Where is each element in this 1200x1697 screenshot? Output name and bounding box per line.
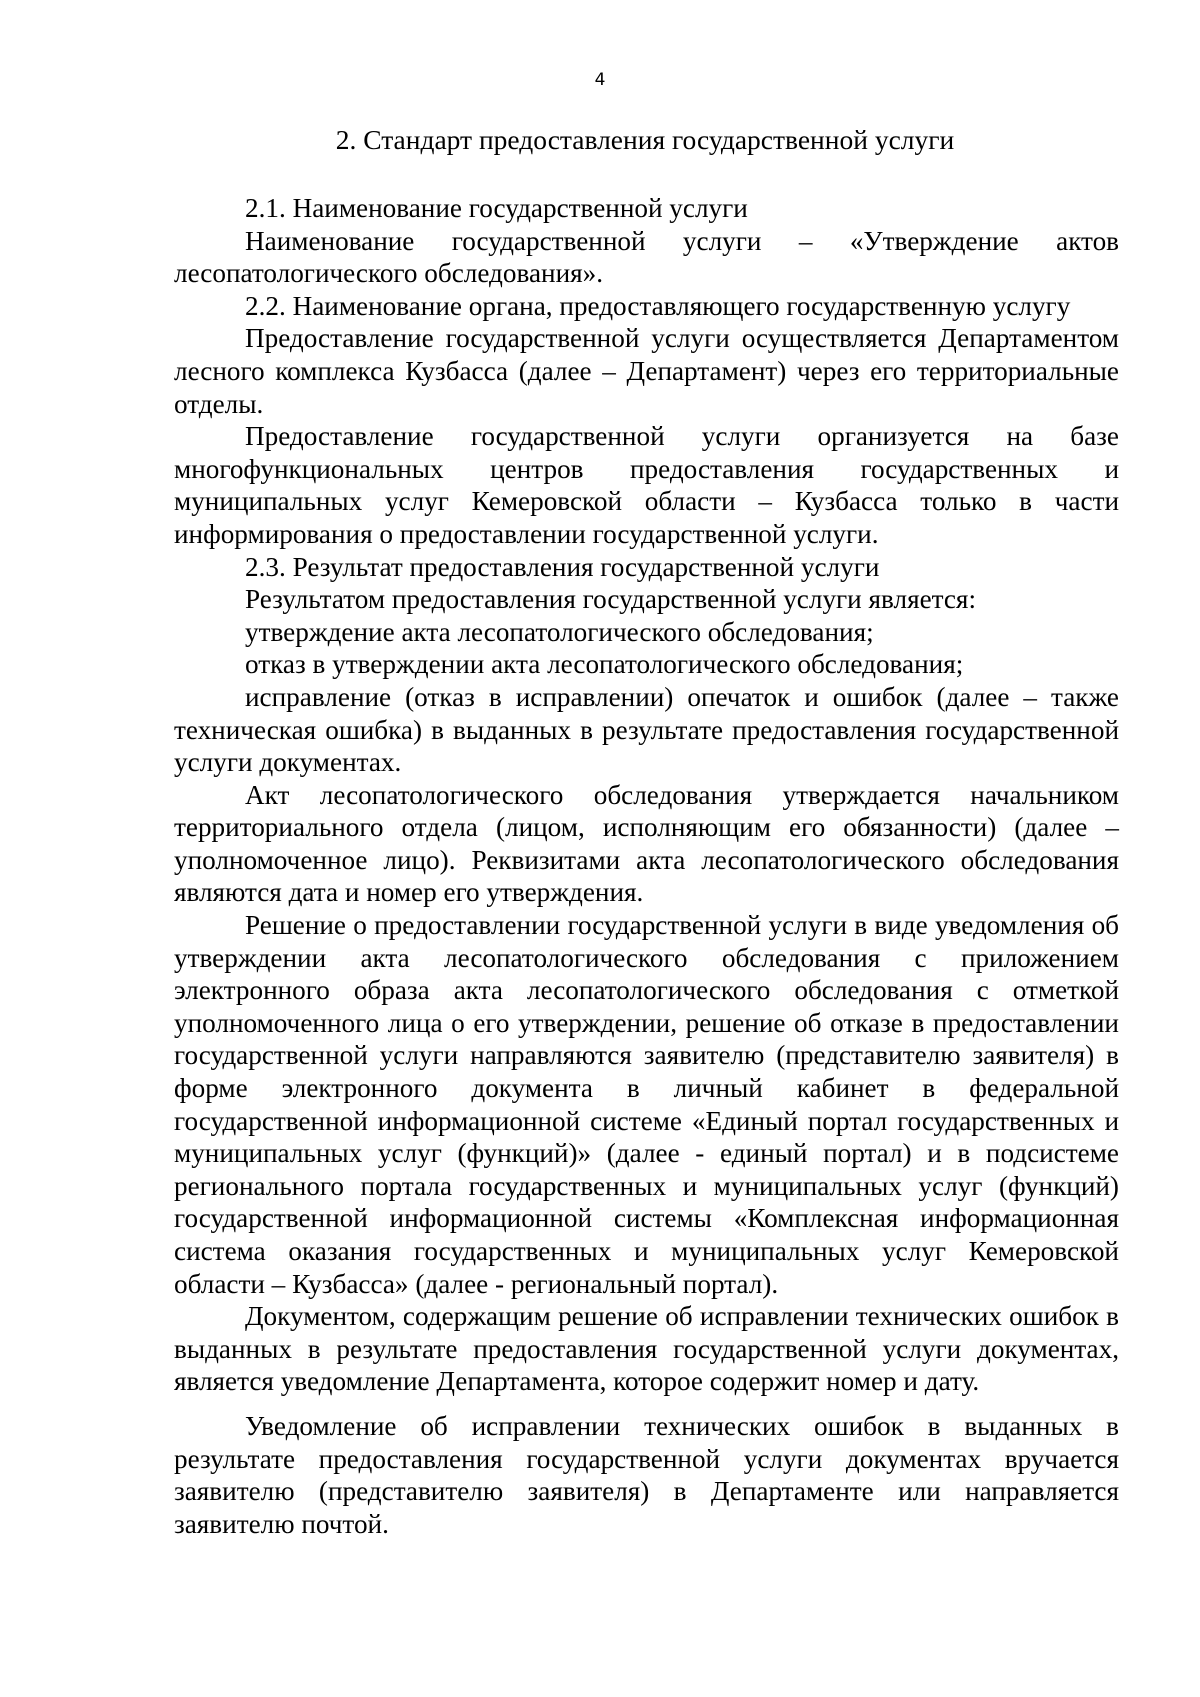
paragraph: Результатом предоставления государственной услуги является: [245,584,976,615]
paragraph: Уведомление об исправлении технических ошибок в выданных в результате предоставления государственной услуги документах вручается заявителю (представителю заявителя) в Департаменте или направляется заявителю почтой. [174,1410,1119,1539]
list-item: утверждение акта лесопатологического обследования; [245,616,874,647]
section-title: 2. Стандарт предоставления государственной услуги [335,124,955,155]
subsection-heading-2-3: 2.3. Результат предоставления государственной услуги [245,551,880,582]
list-item: исправление (отказ в исправлении) опечаток и ошибок (далее – также техническая ошибка) в выданных в результате предоставления государственной услуги документах. [174,681,1119,778]
page-number: 4 [594,70,606,90]
paragraph: Акт лесопатологического обследования утверждается начальником территориального отдела (лицом, исполняющим его обязанности) (далее – уполномоченное лицо). Реквизитами акта лесопатологического обследования являются дата и номер его утверждения. [174,779,1119,908]
paragraph: Наименование государственной услуги – «Утверждение актов лесопатологического обследования». [174,225,1119,289]
paragraph: Предоставление государственной услуги осуществляется Департаментом лесного комплекса Кузбасса (далее – Департамент) через его территориальные отделы. [174,323,1119,419]
paragraph: Решение о предоставлении государственной услуги в виде уведомления об утверждении акта лесопатологического обследования с приложением электронного образа акта лесопатологического обследования с отметкой уполномоченного лица о его утверждении, решение об отказе в предоставлении государственной услуги направляются заявителю (представителю заявителя) в форме электронного документа в личный кабинет в федеральной государственной информационной системе «Единый портал государственных и муниципальных услуг (функций)» (далее - единый портал) и в подсистеме регионального портала государственных и муниципальных услуг (функций) государственной информационной системы «Комплексная информационная система оказания государственных и муниципальных услуг Кемеровской области – Кузбасса» (далее - региональный портал). [174,910,1119,1299]
subsection-heading-2-1: 2.1. Наименование государственной услуги [245,193,748,223]
subsection-heading-2-2: 2.2. Наименование органа, предоставляющего государственную услугу [245,290,1071,321]
list-item: отказ в утверждении акта лесопатологического обследования; [245,649,964,680]
paragraph: Предоставление государственной услуги организуется на базе многофункциональных центров предоставления государственных и муниципальных услуг Кемеровской области – Кузбасса только в части информирования о предоставлении государственной услуги. [174,421,1119,549]
paragraph: Документом, содержащим решение об исправлении технических ошибок в выданных в результате предоставления государственной услуги документах, является уведомление Департамента, которое содержит номер и дату. [174,1301,1119,1397]
document-body [174,192,1119,1540]
